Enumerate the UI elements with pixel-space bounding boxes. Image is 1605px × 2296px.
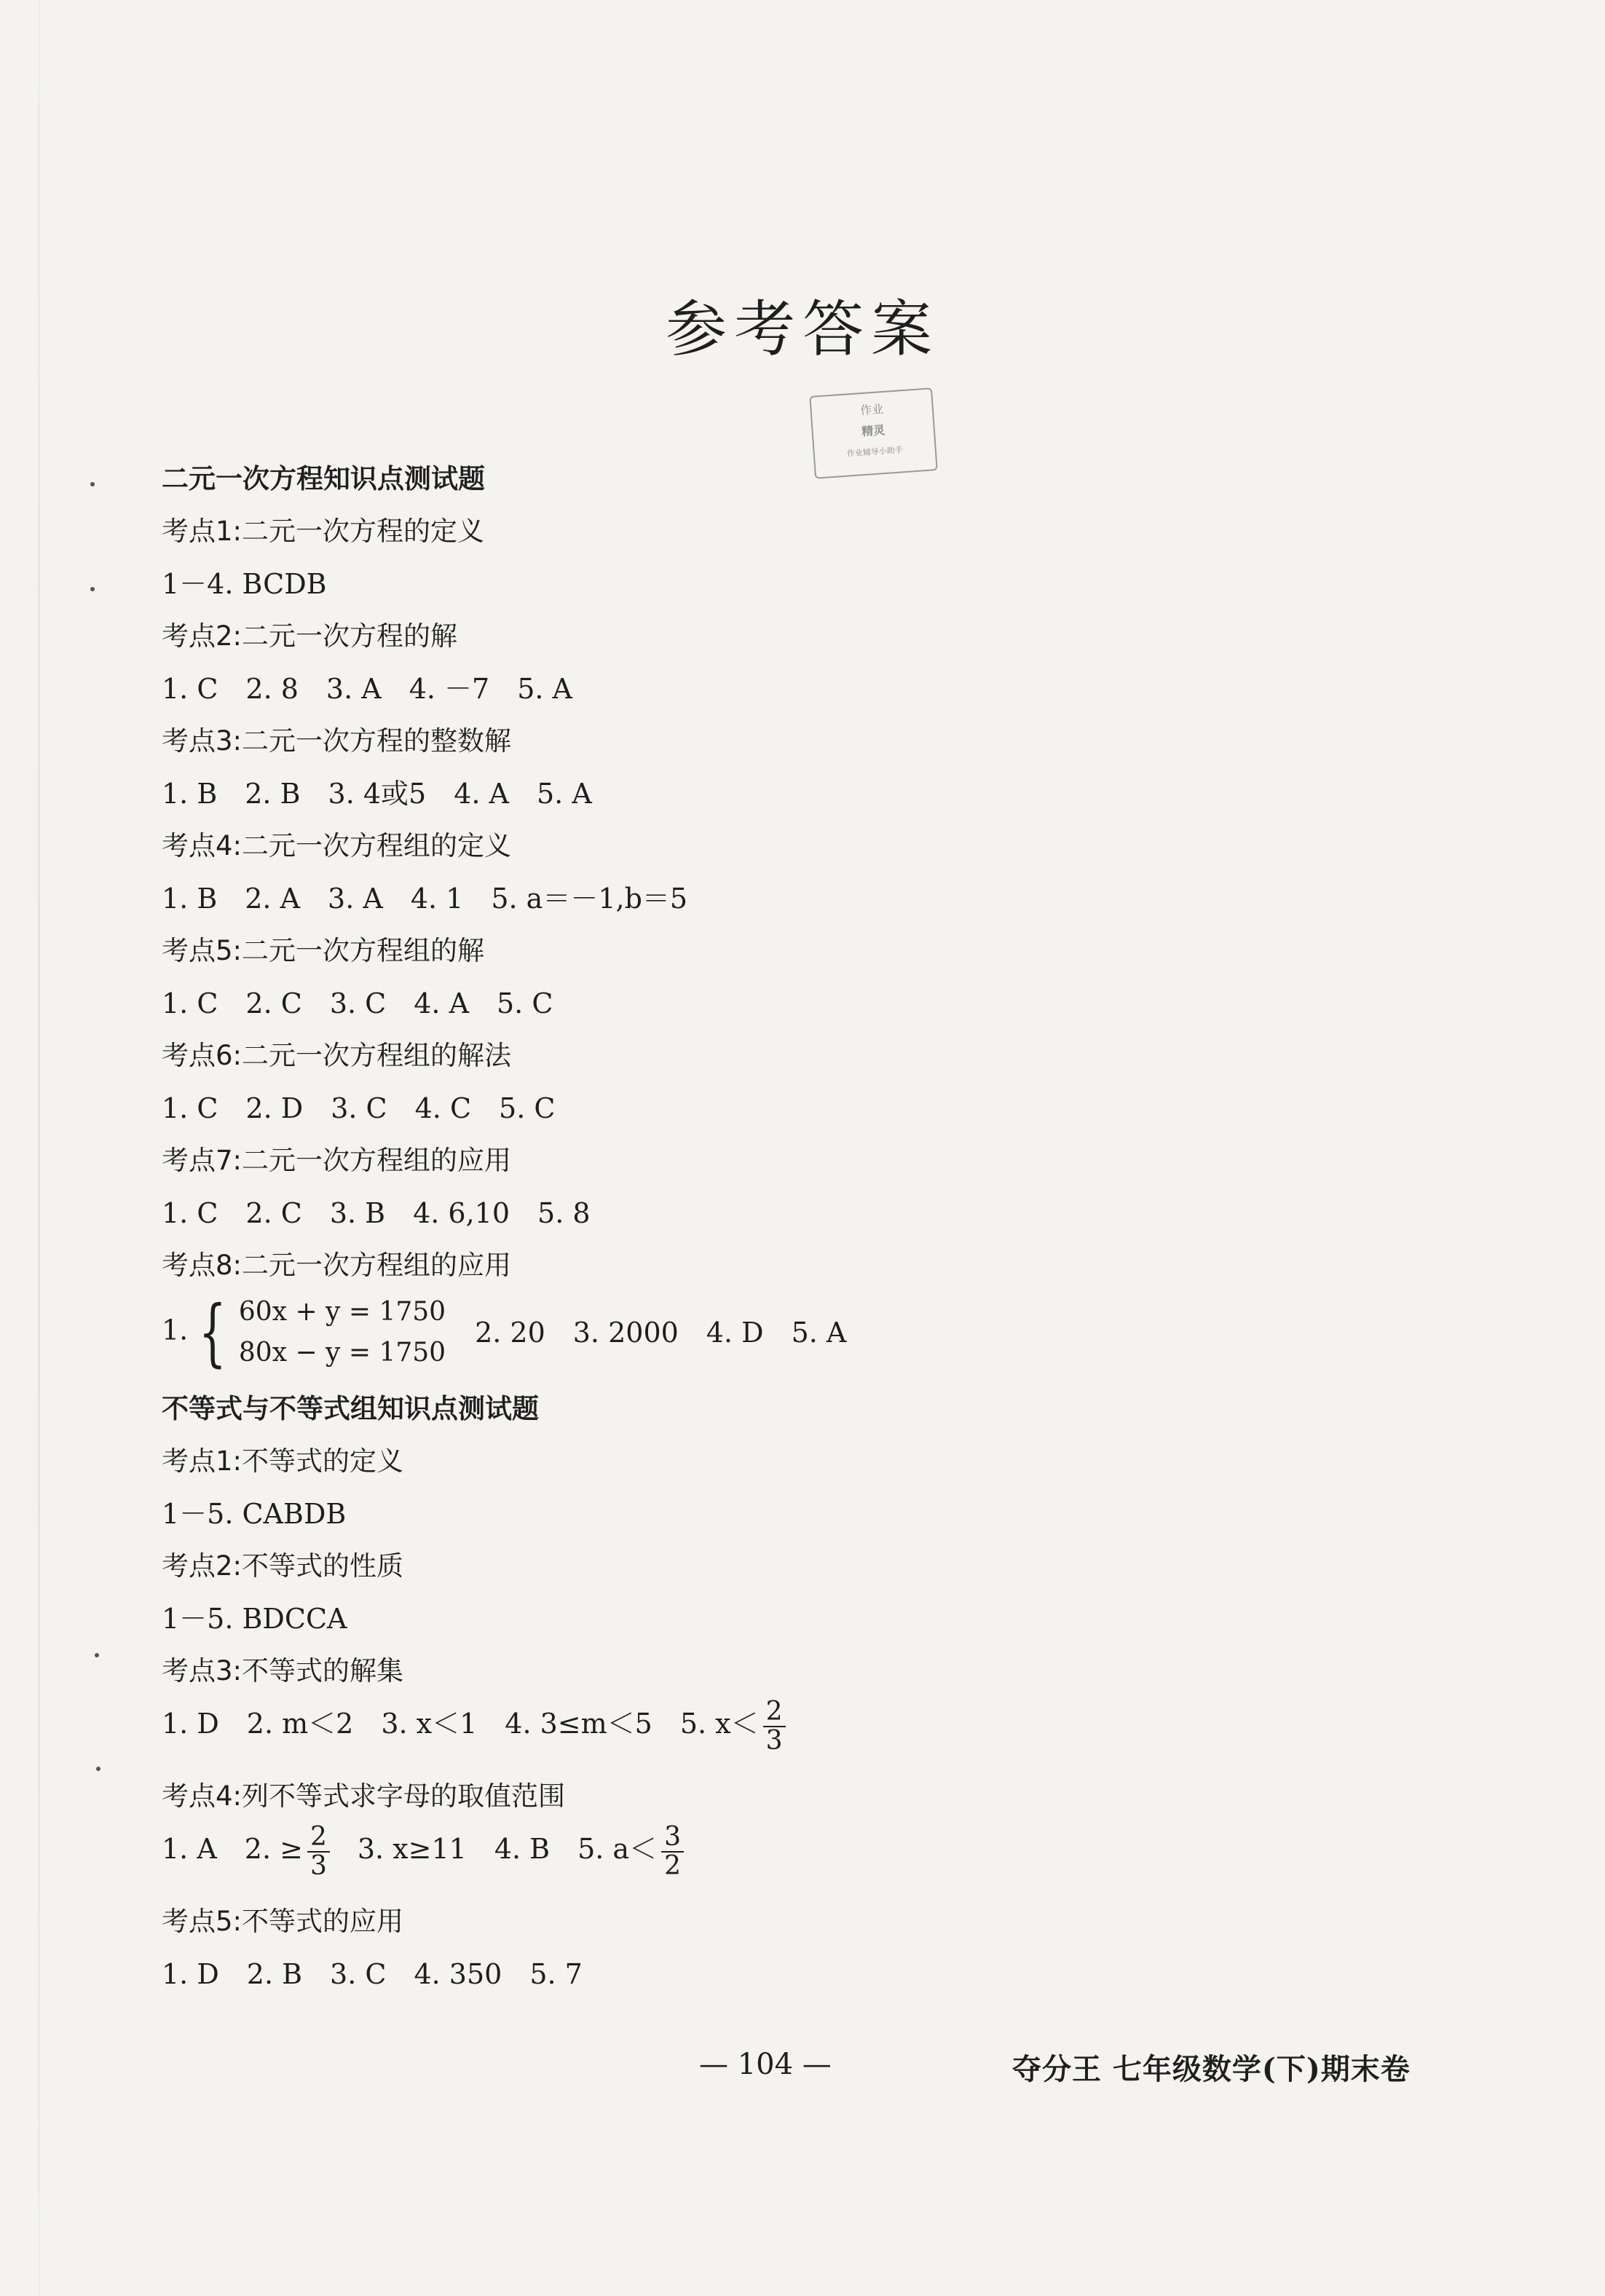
- answer-line: 1. C 2. C 3. C 4. A 5. C: [162, 987, 553, 1019]
- scan-dot: [90, 587, 95, 591]
- topic-heading: 考点1:二元一次方程的定义: [162, 516, 485, 547]
- answer-prefix: 1.: [162, 1314, 189, 1346]
- answer-line: 1. D 2. B 3. C 4. 350 5. 7: [162, 1958, 583, 1990]
- answer-text: 1. D 2. m＜2 3. x＜1 4. 3≤m＜5 5. x＜: [162, 1708, 759, 1740]
- answer-text: 3. x≥11 4. B 5. a＜: [329, 1833, 658, 1865]
- topic-heading: 考点7:二元一次方程组的应用: [162, 1145, 512, 1176]
- fraction-denominator: 3: [765, 1725, 783, 1756]
- topic-heading: 考点3:不等式的解集: [162, 1655, 404, 1687]
- fraction: [661, 1823, 684, 1880]
- fraction-numerator: 2: [763, 1698, 786, 1727]
- page-number: — 104 —: [699, 2048, 832, 2081]
- fraction-numerator: 3: [661, 1823, 684, 1853]
- equation-system: [188, 1292, 446, 1373]
- answer-text: 1. A 2. ≥: [162, 1833, 303, 1865]
- equation: 60x + y = 1750: [238, 1297, 446, 1327]
- topic-heading: 考点6:二元一次方程组的解法: [162, 1040, 512, 1071]
- topic-heading: 考点4:列不等式求字母的取值范围: [162, 1780, 566, 1812]
- topic-heading: 考点2:二元一次方程的解: [162, 620, 458, 652]
- answer-line: 1－5. CABDB: [162, 1498, 347, 1530]
- section-heading: 二元一次方程知识点测试题: [162, 463, 485, 494]
- fraction: [763, 1698, 786, 1755]
- brace-symbol: {: [198, 1290, 227, 1375]
- fraction-denominator: 3: [309, 1850, 327, 1881]
- fraction-denominator: 2: [664, 1850, 681, 1881]
- answer-line: 1. B 2. B 3. 4或5 4. A 5. A: [162, 778, 592, 810]
- topic-heading: 考点5:不等式的应用: [162, 1906, 404, 1937]
- answer-line: 1. C 2. D 3. C 4. C 5. C: [162, 1092, 556, 1124]
- scan-dot: [90, 482, 95, 486]
- fraction-numerator: 2: [307, 1823, 330, 1853]
- equation: 80x − y = 1750: [238, 1338, 446, 1368]
- answer-line: 1. C 2. C 3. B 4. 6,10 5. 8: [162, 1197, 591, 1229]
- book-title: 夺分王 七年级数学(下)期末卷: [1012, 2052, 1411, 2086]
- answer-rest: 2. 20 3. 2000 4. D 5. A: [475, 1317, 847, 1349]
- page-title: 参考答案: [665, 293, 939, 365]
- topic-heading: 考点4:二元一次方程组的定义: [162, 830, 512, 861]
- topic-heading: 考点5:二元一次方程组的解: [162, 935, 485, 966]
- scan-dot: [96, 1767, 100, 1771]
- answer-content: [162, 453, 1472, 2000]
- topic-heading: 考点2:不等式的性质: [162, 1550, 404, 1582]
- homework-stamp-logo: 作业 精灵 作业辅导小助手: [809, 387, 938, 479]
- answer-line: 1. C 2. 8 3. A 4. －7 5. A: [162, 673, 572, 705]
- scan-dot: [95, 1653, 99, 1657]
- topic-heading: 考点1:不等式的定义: [162, 1445, 404, 1477]
- answer-line-system: [162, 1292, 1472, 1383]
- answer-line-fraction: [162, 1823, 1472, 1895]
- fraction: [307, 1823, 330, 1880]
- answer-line: 1. B 2. A 3. A 4. 1 5. a＝－1,b＝5: [162, 883, 688, 915]
- topic-heading: 考点3:二元一次方程的整数解: [162, 725, 512, 757]
- answer-line: 1－4. BCDB: [162, 568, 327, 600]
- answer-line: 1－5. BDCCA: [162, 1603, 347, 1635]
- topic-heading: 考点8:二元一次方程组的应用: [162, 1250, 512, 1281]
- section-heading: 不等式与不等式组知识点测试题: [162, 1393, 539, 1424]
- answer-line-fraction: [162, 1697, 1472, 1770]
